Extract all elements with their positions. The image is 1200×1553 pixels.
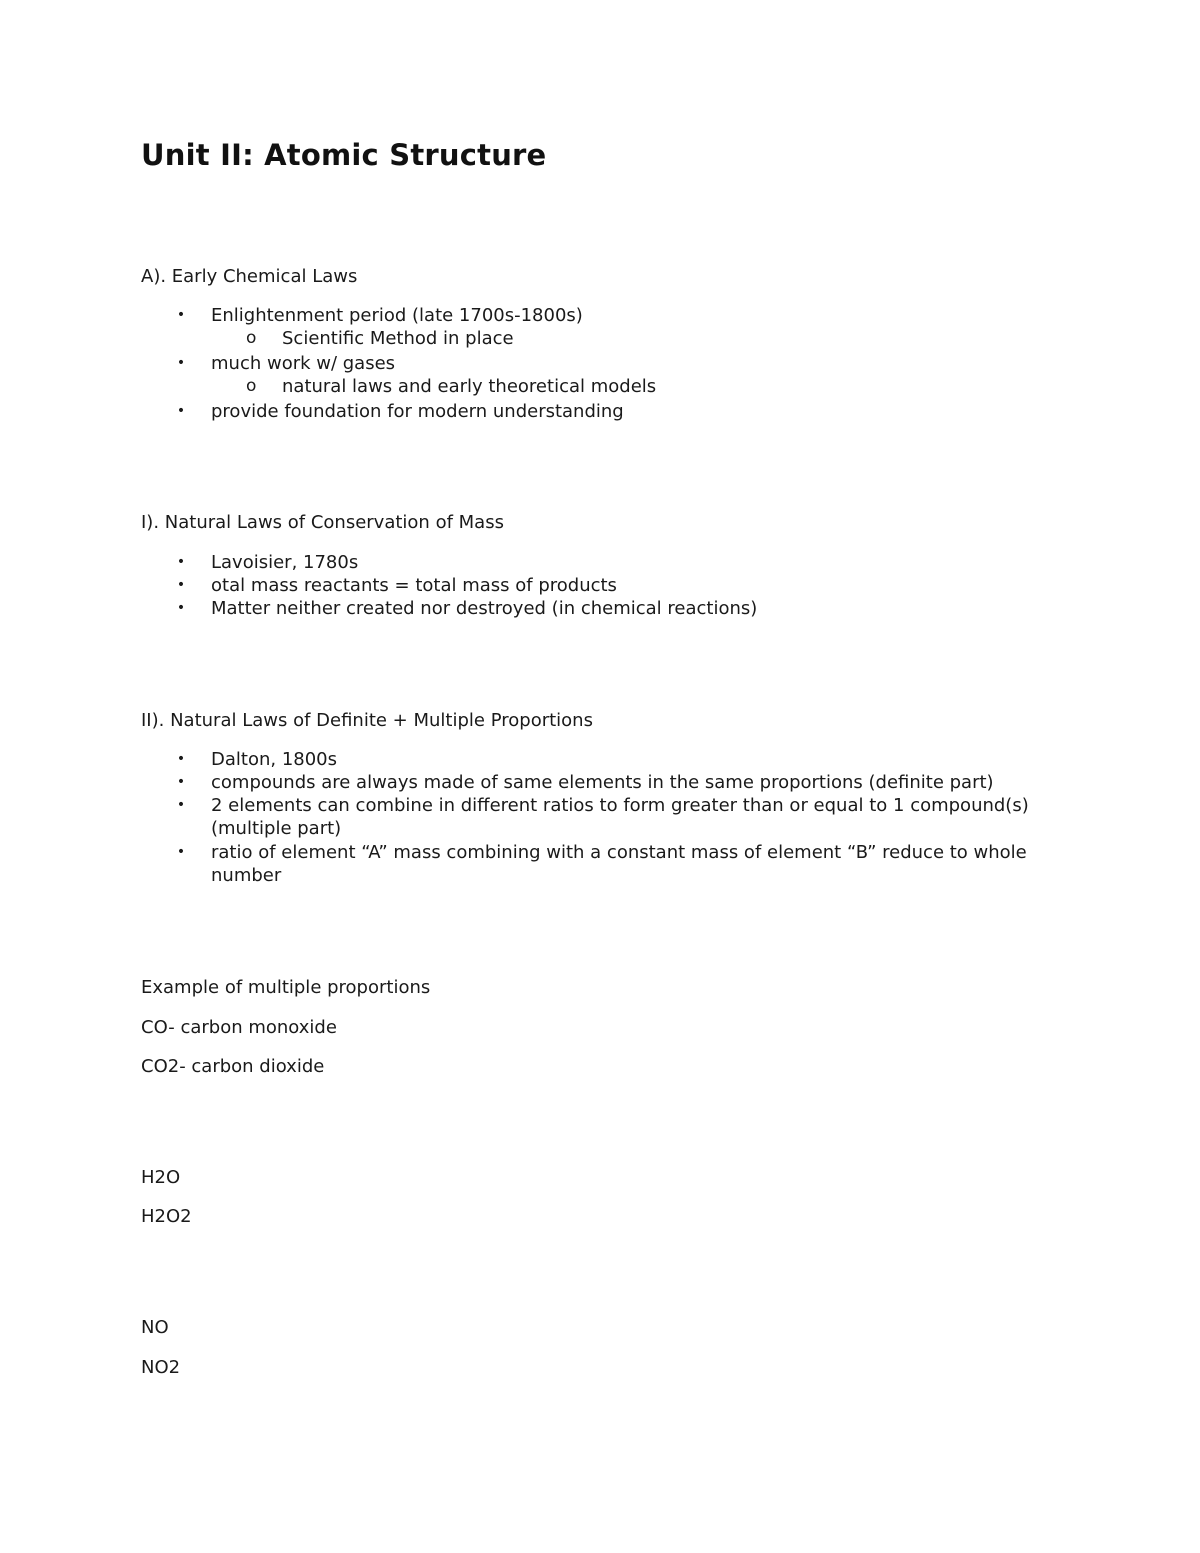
bullet-icon: • [176, 774, 186, 790]
section-ii-list [0, 748, 1029, 887]
bullet-icon: • [176, 600, 186, 616]
list-item-text: Matter neither created nor destroyed (in chemical reactions) [211, 598, 758, 619]
sub-bullet-icon: o [246, 328, 257, 348]
list-item-text: Lavoisier, 1780s [211, 552, 359, 573]
list-item [0, 574, 757, 597]
list-item-text: provide foundation for modern understanding [211, 401, 624, 422]
section-i-list [0, 551, 757, 620]
list-item-text: natural laws and early theoretical models [282, 376, 657, 397]
list-item-text: compounds are always made of same elements in the same proportions (definite part) [211, 772, 994, 793]
bullet-icon: • [176, 844, 186, 860]
bullet-icon: • [176, 554, 186, 570]
example-line-no: NO [141, 1317, 169, 1338]
list-item-text: (multiple part) [211, 818, 342, 839]
list-item-continuation [0, 864, 1029, 887]
list-item-text: number [211, 865, 282, 886]
bullet-icon: • [176, 797, 186, 813]
example-line-h2o: H2O [141, 1167, 181, 1188]
example-line-co: CO- carbon monoxide [141, 1017, 337, 1038]
list-item-text: 2 elements can combine in different ratios to form greater than or equal to 1 compound(s) [211, 795, 1029, 816]
list-item-text: Enlightenment period (late 1700s-1800s) [211, 305, 583, 326]
list-item [0, 771, 1029, 794]
list-item-text: otal mass reactants = total mass of products [211, 575, 617, 596]
example-line-no2: NO2 [141, 1357, 181, 1378]
page-title: Unit II: Atomic Structure [141, 138, 547, 172]
list-item [0, 352, 656, 375]
list-item [0, 841, 1029, 864]
list-item-text: Dalton, 1800s [211, 749, 337, 770]
list-item-text: ratio of element “A” mass combining with a constant mass of element “B” reduce to whole [211, 842, 1027, 863]
list-item [0, 794, 1029, 817]
bullet-icon: • [176, 307, 186, 323]
section-i-heading: I). Natural Laws of Conservation of Mass [141, 512, 504, 533]
section-ii-heading: II). Natural Laws of Definite + Multiple Proportions [141, 710, 593, 731]
section-a-heading: A). Early Chemical Laws [141, 266, 358, 287]
bullet-icon: • [176, 403, 186, 419]
list-item [0, 597, 757, 620]
example-line-co2: CO2- carbon dioxide [141, 1056, 325, 1077]
list-item [0, 304, 656, 327]
bullet-icon: • [176, 577, 186, 593]
example-heading: Example of multiple proportions [141, 977, 431, 998]
list-item [0, 400, 656, 423]
list-item [0, 748, 1029, 771]
bullet-icon: • [176, 751, 186, 767]
example-line-h2o2: H2O2 [141, 1206, 192, 1227]
sub-list-item [0, 327, 656, 350]
sub-bullet-icon: o [246, 376, 257, 396]
list-item [0, 551, 757, 574]
list-item-continuation [0, 817, 1029, 840]
list-item-text: much work w/ gases [211, 353, 396, 374]
bullet-icon: • [176, 355, 186, 371]
list-item-text: Scientific Method in place [282, 328, 514, 349]
section-a-list [0, 304, 656, 423]
sub-list-item [0, 375, 656, 398]
